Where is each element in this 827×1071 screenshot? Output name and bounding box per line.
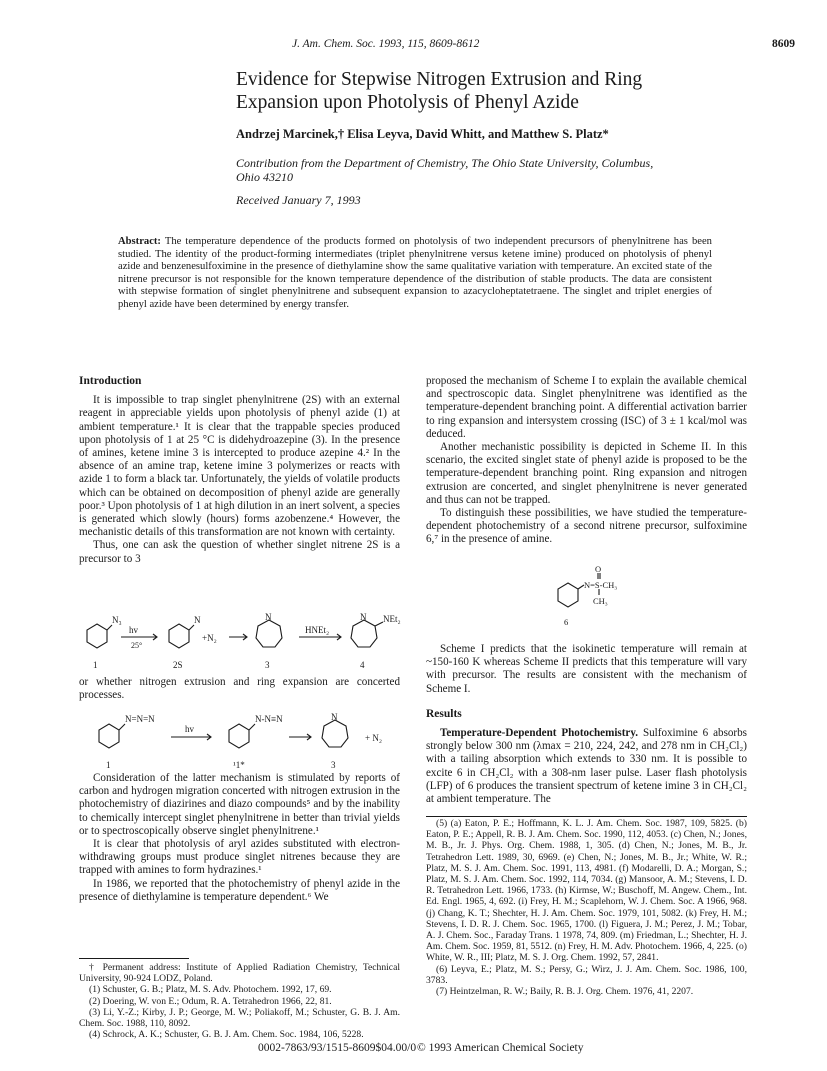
benzene-ring-1 [87, 624, 107, 648]
results-subheading: Temperature-Dependent Photochemistry. [440, 727, 639, 740]
author-list: Andrzej Marcinek,† Elisa Leyva, David Whitt, and Matthew S. Platz* [236, 127, 609, 141]
section-heading-introduction: Introduction [79, 375, 142, 387]
abstract-text: The temperature dependence of the products formed on photolysis of two independent precursors of phenylnitrene has been studied. The identity of the product-forming intermediates (triplet phenylnitrene versus ketene imine) produced on photolysis of phenyl azide and benzenesulfoximine in the presence of diethylamine show the same qualitative variation with temperature. An excited state of the nitrene precursor is not responsible for the known temperature dependence of the distribution of stable products. The data are consistent with stepwise formation of singlet phenylnitrene and subsequent expansion to azacycloheptatetraene. The singlet and triplet energies of phenyl azide have been determined by energy transfer. [118, 236, 712, 310]
intro-paragraph-3-block [79, 676, 400, 702]
scheme1-label-1: 1 [93, 660, 98, 670]
scheme1-n2: +N₂ [202, 633, 217, 643]
abstract [118, 236, 712, 312]
intro-paragraph-4: Consideration of the latter mechanism is stimulated by reports of carbon and hydrogen migration concerted with nitrogen extrusion in the photochemistry of diazirines and diazo compounds⁵ and by the inability to chemically intercept singlet phenylnitrene in better than trivial yields or to spectroscopically observe singlet phenylnitrene.¹ [79, 772, 400, 837]
footnote-7: (7) Heintzelman, R. W.; Baily, R. B. J. Org. Chem. 1976, 41, 2207. [436, 986, 694, 998]
footnotes-left [79, 962, 400, 1040]
scheme1-net2: NEt₂ [383, 614, 401, 624]
right-paragraph-3: To distinguish these possibilities, we have studied the temperature-dependent photochemistry of a second nitrene precursor, sulfoximine 6,⁷ in the presence of amine. [426, 507, 747, 546]
scheme2-excited: N-N≡N [255, 714, 283, 724]
scheme1-n-2s: N [194, 615, 201, 625]
footnote-5: (5) (a) Eaton, P. E.; Hoffmann, K. L. J. Am. Chem. Soc. 1987, 109, 5825. (b) Eaton, P. E.; Appell, R. B. J. Am. Chem. Soc. 1990, 112, 4053. (c) Chen, N.; Jones, M. B., Jr. J. Phys. Org. Chem. 1988, 1, 305. (d) Chen, N.; Jones, M. B., Jr. Tetrahedron Lett. 1989, 30, 6969. (e) Chen, N.; Jones, M. B., Jr.; White, W. R.; Platz, M. S. J. Am. Chem. Soc. 1991, 113, 4981. (f) Modarelli, D. A.; Morgan, S.; Platz, M. S. J. Am. Chem. Soc. 1992, 114, 7034. (g) Mansoor, A. M.; Stevens, I. D. R. Tetrahedron Lett. 1966, 1733. (h) Kirmse, W.; Buschoff, M. Angew. Chem., Int. Ed. Engl. 1965, 4, 692. (i) Frey, H. M.; Scaplehorn, W. J. Chem. Soc. A 1966, 968. (j) Chang, K. T.; Shechter, H. J. Am. Chem. Soc. 1979, 101, 5082. (k) Frey, H. M.; Stevens, I. D. R. J. Chem. Soc. 1965, 1700. (l) Figuera, J. M.; Perez, J. M.; Tobar, A. J. Chem. Soc., Faraday Trans. 1 1978, 74, 809. (m) Friedman, L.; Shechter, H. J. Am. Chem. Soc. 1959, 81, 5512. (n) Frey, H. M. Adv. Photochem. 1966, 4, 225. (o) White, W. R., III; Platz, M. S. J. Org. Chem. 1992, 57, 2841. [426, 818, 747, 964]
reaction-scheme-1 [79, 610, 409, 670]
scheme1-temp: 25° [131, 641, 143, 650]
received-date: Received January 7, 1993 [236, 193, 361, 207]
scheme1-label-2s: 2S [173, 660, 183, 670]
journal-citation: J. Am. Chem. Soc. 1993, 115, 8609-8612 [292, 38, 480, 50]
footnote-6: (6) Leyva, E.; Platz, M. S.; Persy, G.; Wirz, J. J. Am. Chem. Soc. 1986, 100, 3783. [426, 963, 747, 986]
paper-title: Evidence for Stepwise Nitrogen Extrusion and Ring Expansion upon Photolysis of Phenyl Azide [236, 69, 643, 113]
footnote-divider-left [79, 958, 189, 959]
section-heading-results: Results [426, 707, 462, 720]
azepine-ring-4 [351, 620, 377, 647]
footnote-4: (4) Schrock, A. K.; Schuster, G. B. J. Am. Chem. Soc. 1984, 106, 5228. [89, 1029, 364, 1041]
compound6-oxygen: O [595, 565, 602, 574]
intro-paragraph-1: It is impossible to trap singlet phenylnitrene (2S) with an external reagent in appreciable yields upon photolysis of phenyl azide (1) at ambient temperature.¹ It is clear that the trappable species produced upon photolysis of 1 at 25 °C is didehydroazepine (3). In the presence of amines, ketene imine 3 is intercepted to produce azepine 4.² In the absence of an amine trap, ketene imine 3 polymerizes or reacts with azide 1 to form a black tar. Unfortunately, the yields of volatile products which can be obtained on decomposition of phenyl azide are generally poor.³ Upon photolysis of 1 at high dilution in an inert solvent, a species is generated which slowly (hours) forms azobenzene.⁴ However, the mechanistic details of this transformation are not known with certainty. [79, 394, 400, 539]
right-column-middle [426, 643, 747, 806]
scheme1-n3: N₃ [112, 615, 122, 625]
scheme2-n2: + N₂ [365, 733, 382, 743]
intro-paragraph-3: or whether nitrogen extrusion and ring expansion are concerted processes. [79, 676, 400, 702]
intro-paragraph-5: It is clear that photolysis of aryl azides substituted with electron-withdrawing groups must produce singlet nitrenes because they are trapped with amines to form hydrazines.¹ [79, 838, 400, 877]
scheme1-hv: hv [129, 625, 138, 635]
compound6-group: N=S-CH₃ [584, 580, 618, 590]
azepine-ring-3 [256, 620, 282, 647]
intro-lower [79, 772, 400, 904]
page-number: 8609 [772, 38, 795, 50]
article-code: 0002-7863/93/1515-8609$04.00/0 [258, 1042, 417, 1054]
footnote-dagger: † Permanent address: Institute of Applied Radiation Chemistry, Technical University, 90-924 LODZ, Poland. [79, 962, 400, 985]
scheme1-label-3: 3 [265, 660, 270, 670]
scheme1-n-3: N [265, 612, 272, 622]
footnote-1: (1) Schuster, G. B.; Platz, M. S. Adv. Photochem. 1992, 17, 69. [89, 984, 332, 996]
compound6-label: 6 [564, 617, 569, 627]
benzene-ring-excited [229, 724, 249, 748]
azepine-ring-scheme2 [322, 720, 348, 747]
scheme1-n-4: N [360, 612, 367, 622]
scheme2-hv: hv [185, 724, 194, 734]
benzene-ring-6 [558, 583, 578, 607]
reaction-scheme-2 [79, 708, 409, 770]
abstract-label: Abstract: [118, 236, 161, 247]
results-paragraph [426, 727, 747, 806]
footnote-2: (2) Doering, W. von E.; Odum, R. A. Tetrahedron 1966, 22, 81. [89, 995, 332, 1007]
right-paragraph-2: Another mechanistic possibility is depicted in Scheme II. In this scenario, the excited singlet state of phenyl azide is proposed to be the temperature-dependent branching point. Ring expansion and nitrogen extrusion are concerted, and singlet phenylnitrene is never generated and thus can not be trapped. [426, 441, 747, 506]
intro-section [79, 375, 400, 566]
footnotes-right [426, 818, 747, 997]
compound6-ch3: CH₃ [593, 596, 608, 606]
scheme2-azide: N=N=N [125, 714, 155, 724]
compound-6-structure [548, 565, 668, 627]
right-column-upper [426, 375, 747, 547]
intro-paragraph-6: In 1986, we reported that the photochemistry of phenyl azide in the presence of diethylamine is temperature dependent.⁶ We [79, 877, 400, 903]
affiliation: Contribution from the Department of Chemistry, The Ohio State University, Columbus, Ohio 43210 [236, 156, 654, 184]
benzene-ring-2s [169, 624, 189, 648]
right-paragraph-4: Scheme I predicts that the isokinetic temperature will remain at ~150-160 K whereas Scheme II predicts that this temperature will vary with precursor. The results are consistent with the mechanism of Scheme I. [426, 643, 747, 695]
intro-paragraph-2: Thus, one can ask the question of whether singlet nitrene 2S is a precursor to 3 [79, 539, 400, 565]
results-text: Sulfoximine 6 absorbs strongly below 300 nm (λmax = 210, 224, 242, and 278 nm in CH₂Cl₂) with a tailing absorption which extends to 330 nm. It is possible to excite 6 in CH₂Cl₂ with a 308-nm laser pulse. Laser flash photolysis (LFP) of 6 produces the transient spectrum of ketene imine 3 in CH₂Cl₂ at ambient temperature. The [426, 727, 747, 806]
scheme1-reagent: HNEt₂ [305, 625, 330, 635]
scheme2-label-1-star: ¹1* [233, 760, 245, 770]
copyright: © 1993 American Chemical Society [417, 1042, 584, 1054]
right-paragraph-1: proposed the mechanism of Scheme I to explain the available chemical and spectroscopic data. Singlet phenylnitrene was identified as the temperature-dependent branching point. A differential activation barrier to ring expansion and intersystem crossing (ISC) of 3 ± 1 kcal/mol was deduced. [426, 375, 747, 440]
scheme2-n: N [331, 712, 338, 722]
footnote-3: (3) Li, Y.-Z.; Kirby, J. P.; George, M. W.; Poliakoff, M.; Schuster, G. B. J. Am. Chem. Soc. 1988, 110, 8092. [79, 1006, 400, 1030]
benzene-ring-azide [99, 724, 119, 748]
footnote-divider-right [426, 816, 747, 817]
scheme2-label-3: 3 [331, 760, 336, 770]
scheme2-label-1: 1 [106, 760, 111, 770]
scheme1-label-4: 4 [360, 660, 365, 670]
